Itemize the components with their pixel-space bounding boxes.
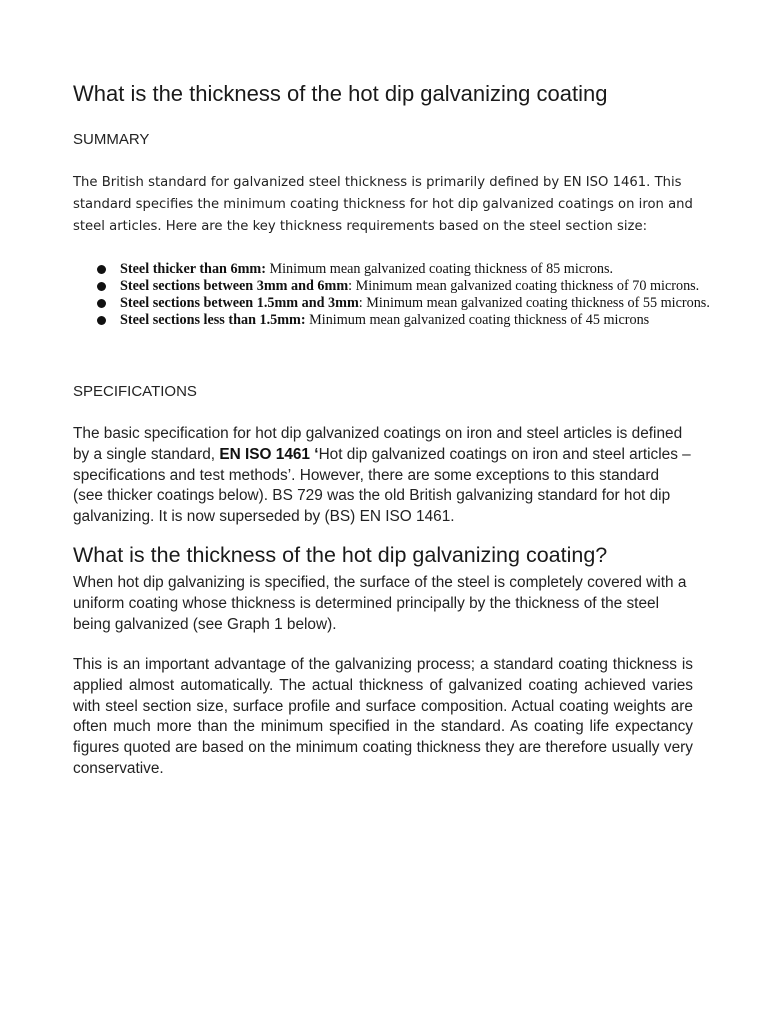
spec-standard-name: EN ISO 1461 ‘ (219, 445, 319, 463)
list-item-separator: : (261, 261, 266, 277)
list-item (73, 295, 713, 312)
spec-text-after: Hot dip galvanized coatings on iron and steel articles – specifications and test methods’. However, there are some exceptions to this standard (see thicker coatings below). BS 729 was the old British galvanizing standard for hot dip galvanizing. It is now superseded by (BS) EN ISO 1461. (73, 445, 691, 526)
bullet-icon (97, 316, 106, 325)
list-item-label: Steel sections less than 1.5mm: (120, 312, 306, 328)
list-item (73, 278, 713, 295)
specifications-heading: SPECIFICATIONS (73, 383, 197, 400)
list-item-text: Minimum mean galvanized coating thickness of 55 microns. (362, 295, 710, 311)
list-item-text: Minimum mean galvanized coating thickness of 70 microns. (352, 278, 700, 294)
list-item-label: Steel thicker than 6mm (120, 261, 262, 277)
list-item-text: Minimum mean galvanized coating thickness of 45 microns (305, 312, 650, 328)
list-item-label: Steel sections between 3mm and 6mm (120, 278, 349, 294)
list-item-label: Steel sections between 1.5mm and 3mm (120, 295, 359, 311)
spec-text-before: The basic specification for hot dip galvanized coatings on iron and steel articles is defined by a single standard, (73, 425, 683, 463)
section-heading: What is the thickness of the hot dip galvanizing coating? (73, 543, 608, 567)
intro-paragraph: The British standard for galvanized steel thickness is primarily defined by EN ISO 1461. This standard specifies the minimum coating thickness for hot dip galvanized coatings on iron and steel articles. Here are the key thickness requirements based on the steel section size: (73, 175, 693, 234)
specifications-paragraph (73, 424, 693, 528)
list-item-separator: : (348, 278, 353, 294)
coverage-paragraph: When hot dip galvanizing is specified, the surface of the steel is completely covered with a uniform coating whose thickness is determined principally by the thickness of the steel being galvanized (see Graph 1 below). (73, 574, 687, 633)
list-item-separator: : (358, 295, 363, 311)
bullet-icon (97, 299, 106, 308)
thickness-requirements-list (73, 261, 713, 329)
advantage-paragraph: This is an important advantage of the galvanizing process; a standard coating thickness is applied almost automatically. The actual thickness of galvanized coating achieved varies with steel section size, surface profile and surface composition. Actual coating weights are often much more than the minimum specified in the standard. As coating life expectancy figures quoted are based on the minimum coating thickness they are therefore usually very conservative. (73, 656, 693, 777)
list-item (73, 312, 713, 329)
bullet-icon (97, 282, 106, 291)
list-item-text: Minimum mean galvanized coating thickness of 85 microns. (265, 261, 614, 277)
summary-heading: SUMMARY (73, 131, 150, 148)
document-title: What is the thickness of the hot dip galvanizing coating (73, 81, 608, 106)
bullet-icon (97, 265, 106, 274)
list-item (73, 261, 713, 278)
